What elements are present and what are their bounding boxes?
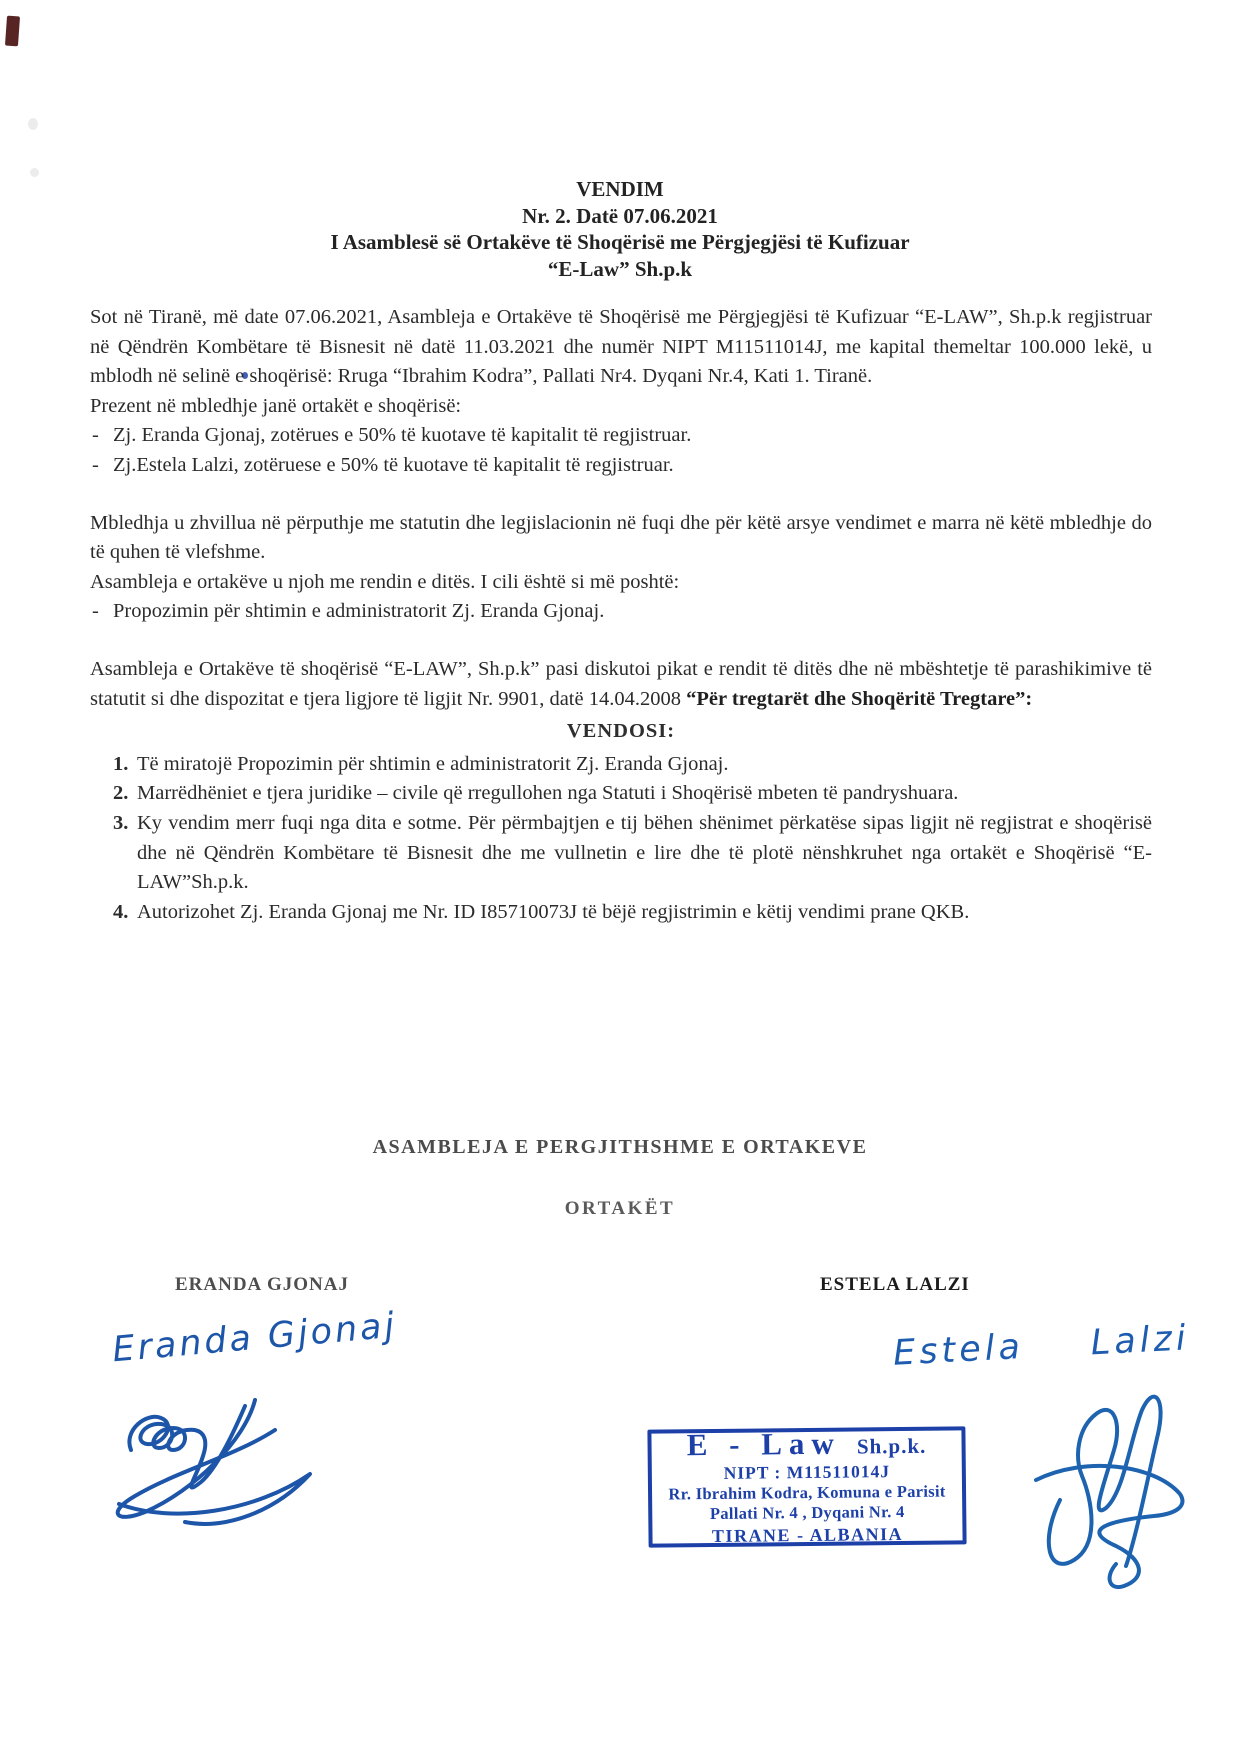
present-item	[90, 421, 1152, 451]
decision-number: 3.	[113, 811, 129, 834]
assembly-heading: ASAMBLEJA E PERGJITHSHME E ORTAKEVE	[372, 1136, 868, 1158]
decision-item	[90, 809, 1152, 898]
present-item	[90, 451, 1152, 481]
legal-basis-text: Asambleja e Ortakëve të shoqërisë “E-LAW”, Sh.p.k” pasi diskutoi pikat e rendit të ditës dhe në mbështetje të parashikimive të statutit si dhe dispozitat e tjera ligjore të ligjit Nr. 9901, datë 14.04.2008	[90, 657, 1152, 710]
decision-number: 1.	[113, 752, 129, 775]
handwritten-name-eranda: Eranda Gjonaj	[110, 1305, 399, 1371]
decision-item	[90, 898, 1152, 928]
decision-item	[90, 779, 1152, 809]
scan-corner-artifact	[5, 16, 20, 47]
stamp-legal-form: Sh.p.k.	[856, 1433, 927, 1458]
present-item-text: Zj. Eranda Gjonaj, zotërues e 50% të kuotave të kapitalit të regjistruar.	[113, 424, 692, 447]
company-stamp	[647, 1426, 966, 1547]
doc-number-date: Nr. 2. Datë 07.06.2021	[522, 203, 718, 228]
present-intro: Prezent në mbledhje janë ortakët e shoqërisë:	[90, 394, 462, 417]
agenda-item	[90, 597, 1152, 627]
doc-company-line: “E-Law” Sh.p.k	[547, 256, 693, 281]
scan-smudge	[28, 118, 38, 130]
signature-scribble-estela	[1028, 1382, 1196, 1597]
vendosi-heading: VENDOSI:	[566, 720, 676, 743]
handwritten-name-estela: Estela Lalzi	[892, 1318, 1191, 1374]
decision-text: Autorizohet Zj. Eranda Gjonaj me Nr. ID I85710073J të bëjë regjistrimin e këtij vendimi prane QKB.	[137, 900, 970, 923]
printed-name-estela: ESTELA LALZI	[820, 1274, 970, 1295]
dash-marker: -	[92, 424, 99, 447]
decision-item	[90, 750, 1152, 780]
law-title-bold: “Për tregtarët dhe Shoqëritë Tregtare”:	[686, 687, 1033, 710]
decision-number: 4.	[113, 900, 129, 923]
decision-text: Ky vendim merr fuqi nga dita e sotme. Për përmbajtjen e tij bëhen shënimet përkatëse sipas ligjit në regjistrat e shoqërisë dhe në Qëndrën Kombëtare të Bisnesit dhe me vullnetin e lire dhe të plotë nënshkruhet nga ortakët e Shoqërisë “E-LAW”Sh.p.k.	[137, 811, 1152, 894]
stamp-city: TIRANE - ALBANIA	[711, 1523, 904, 1546]
decision-text: Të miratojë Propozimin për shtimin e administratorit Zj. Eranda Gjonaj.	[137, 752, 729, 775]
stamp-company-name: E - Law	[686, 1425, 842, 1462]
decision-number: 2.	[113, 782, 129, 805]
present-item-text: Zj.Estela Lalzi, zotëruese e 50% të kuotave të kapitalit të regjistruar.	[113, 453, 674, 476]
printed-name-eranda: ERANDA GJONAJ	[175, 1274, 349, 1295]
stamp-company-row	[655, 1427, 957, 1463]
doc-assembly-line: I Asamblesë së Ortakëve të Shoqërisë me Përgjegjësi të Kufizuar	[330, 230, 910, 254]
partners-heading: ORTAKËT	[564, 1198, 676, 1219]
stamp-address-line1: Rr. Ibrahim Kodra, Komuna e Parisit	[668, 1481, 946, 1503]
stamp-nipt: NIPT : M11511014J	[723, 1460, 891, 1483]
document-body	[90, 303, 1152, 927]
stamp-address-line2: Pallati Nr. 4 , Dyqani Nr. 4	[709, 1501, 905, 1524]
decision-text: Marrëdhëniet e tjera juridike – civile që rregullohen nga Statuti i Shoqërisë mbeten të pandryshuara.	[137, 782, 959, 805]
dash-marker: -	[92, 600, 99, 623]
agenda-item-text: Propozimin për shtimin e administratorit Zj. Eranda Gjonaj.	[113, 600, 605, 623]
doc-title: VENDIM	[576, 177, 664, 201]
signature-scribble-eranda	[103, 1372, 353, 1532]
agenda-intro: Asambleja e ortakëve u njoh me rendin e ditës. I cili është si më poshtë:	[90, 570, 680, 593]
legal-basis-paragraph	[90, 655, 1152, 714]
dash-marker: -	[92, 453, 99, 476]
document-header	[0, 176, 1240, 282]
validity-paragraph: Mbledhja u zhvillua në përputhje me statutin dhe legjislacionin në fuqi dhe për këtë arsye vendimet e marra në këtë mbledhje do të quhen të vlefshme.	[90, 511, 1152, 564]
intro-paragraph: Sot në Tiranë, më date 07.06.2021, Asambleja e Ortakëve të Shoqërisë me Përgjegjësi të Kufizuar “E-LAW”, Sh.p.k regjistruar në Qëndrën Kombëtare të Bisnesit në datë 11.03.2021 dhe numër NIPT M11511014J, me kapital themeltar 100.000 lekë, u mblodh në selinë e shoqërisë: Rruga “Ibrahim Kodra”, Pallati Nr4. Dyqani Nr.4, Kati 1. Tiranë.	[90, 306, 1152, 388]
